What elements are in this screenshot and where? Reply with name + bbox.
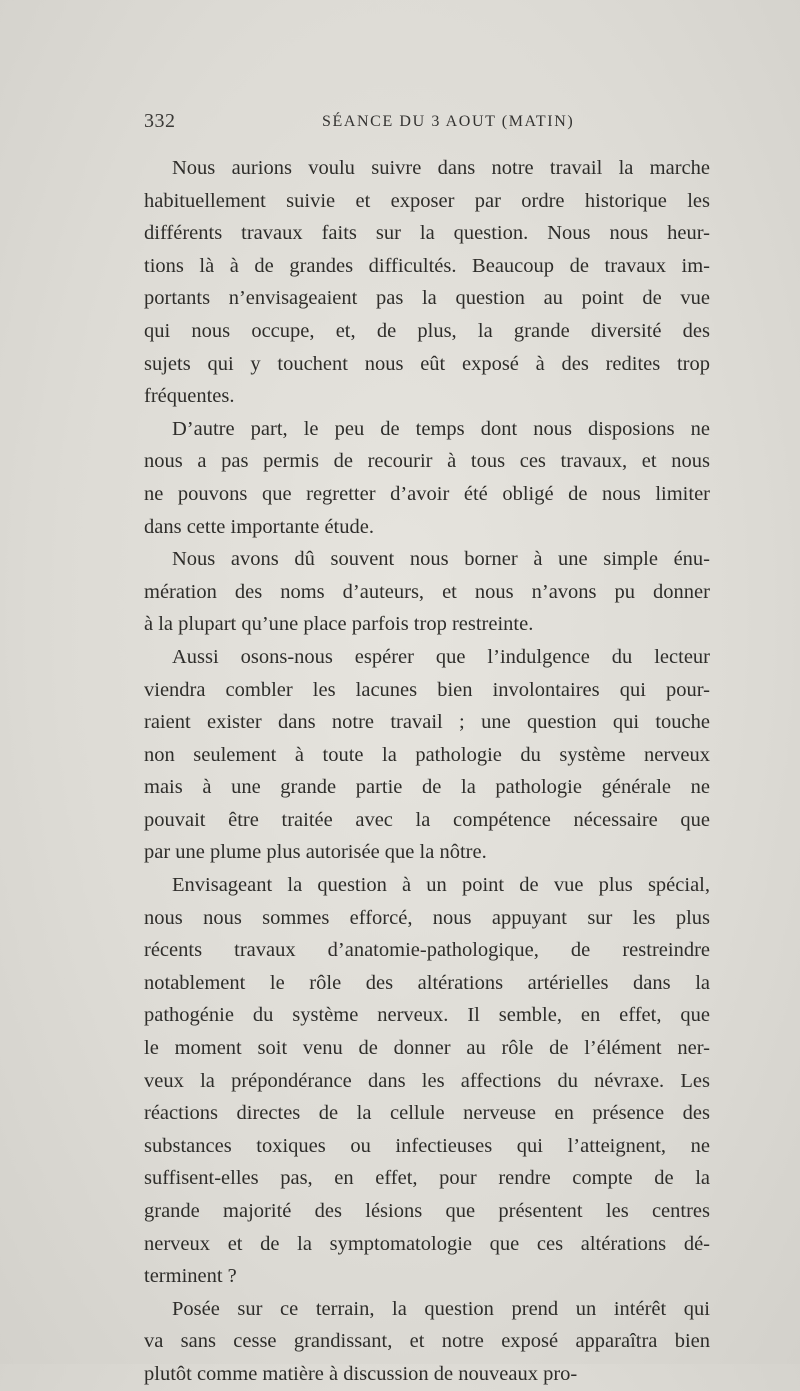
text-line: D’autre part, le peu de temps dont nous disposions ne	[172, 417, 710, 440]
text-line: à la plupart qu’une place parfois trop restreinte.	[144, 613, 534, 636]
text-line: différents travaux faits sur la question. Nous nous heur-	[144, 222, 710, 245]
paragraph	[144, 543, 710, 641]
text-line: ne pouvons que regretter d’avoir été obligé de nous limiter	[144, 482, 710, 505]
text-line: nerveux et de la symptomatologie que ces altérations dé-	[144, 1232, 710, 1255]
text-line: qui nous occupe, et, de plus, la grande diversité des	[144, 319, 710, 342]
paragraph	[144, 1293, 710, 1391]
text-line: pathogénie du système nerveux. Il semble, en effet, que	[144, 1004, 710, 1027]
text-line: fréquentes.	[144, 385, 235, 408]
text-line: veux la prépondérance dans les affections du névraxe. Les	[144, 1069, 710, 1092]
text-line: va sans cesse grandissant, et notre exposé apparaîtra bien	[144, 1330, 710, 1353]
text-line: mération des noms d’auteurs, et nous n’avons pu donner	[144, 580, 710, 603]
text-line: tions là à de grandes difficultés. Beaucoup de travaux im-	[144, 254, 710, 277]
text-line: Envisageant la question à un point de vue plus spécial,	[172, 874, 710, 897]
text-line: pouvait être traitée avec la compétence nécessaire que	[144, 808, 710, 831]
text-line: Nous aurions voulu suivre dans notre travail la marche	[172, 157, 710, 179]
text-line: substances toxiques ou infectieuses qui l’atteignent, ne	[144, 1134, 710, 1157]
text-line: grande majorité des lésions que présentent les centres	[144, 1200, 710, 1222]
paragraph	[144, 152, 710, 413]
text-line: mais à une grande partie de la pathologie générale ne	[144, 776, 710, 799]
body-text	[144, 152, 710, 1391]
text-line: nous a pas permis de recourir à tous ces travaux, et nous	[144, 450, 710, 473]
running-head-title: SÉANCE DU 3 AOUT (MATIN)	[322, 113, 575, 130]
text-line: nous nous sommes efforcé, nous appuyant sur les plus	[144, 906, 710, 929]
paragraph	[144, 413, 710, 543]
text-line: habituellement suivie et exposer par ordre historique les	[144, 189, 710, 212]
text-line: notablement le rôle des altérations artérielles dans la	[144, 971, 710, 994]
text-line: Aussi osons-nous espérer que l’indulgence du lecteur	[172, 645, 710, 668]
text-line: sujets qui y touchent nous eût exposé à des redites trop	[144, 352, 710, 375]
text-line: réactions directes de la cellule nerveuse en présence des	[144, 1102, 710, 1125]
text-line: non seulement à toute la pathologie du système nerveux	[144, 743, 710, 766]
paragraph	[144, 641, 710, 869]
text-line: viendra combler les lacunes bien involontaires qui pour-	[144, 678, 710, 701]
text-line: Nous avons dû souvent nous borner à une simple énu-	[172, 548, 710, 571]
running-head	[144, 110, 710, 140]
text-line: raient exister dans notre travail ; une question qui touche	[144, 711, 710, 734]
page-number: 332	[144, 110, 176, 132]
text-line: dans cette importante étude.	[144, 515, 374, 538]
text-line: terminent ?	[144, 1265, 237, 1288]
text-line: le moment soit venu de donner au rôle de l’élément ner-	[144, 1037, 710, 1060]
text-line: plutôt comme matière à discussion de nouveaux pro-	[144, 1362, 578, 1385]
text-line: suffisent-elles pas, en effet, pour rendre compte de la	[144, 1167, 710, 1190]
text-line: récents travaux d’anatomie-pathologique, de restreindre	[144, 939, 710, 962]
text-line: portants n’envisageaient pas la question au point de vue	[144, 287, 710, 310]
text-line: par une plume plus autorisée que la nôtre.	[144, 841, 487, 864]
text-line: Posée sur ce terrain, la question prend un intérêt qui	[172, 1297, 710, 1320]
paragraph	[144, 869, 710, 1293]
